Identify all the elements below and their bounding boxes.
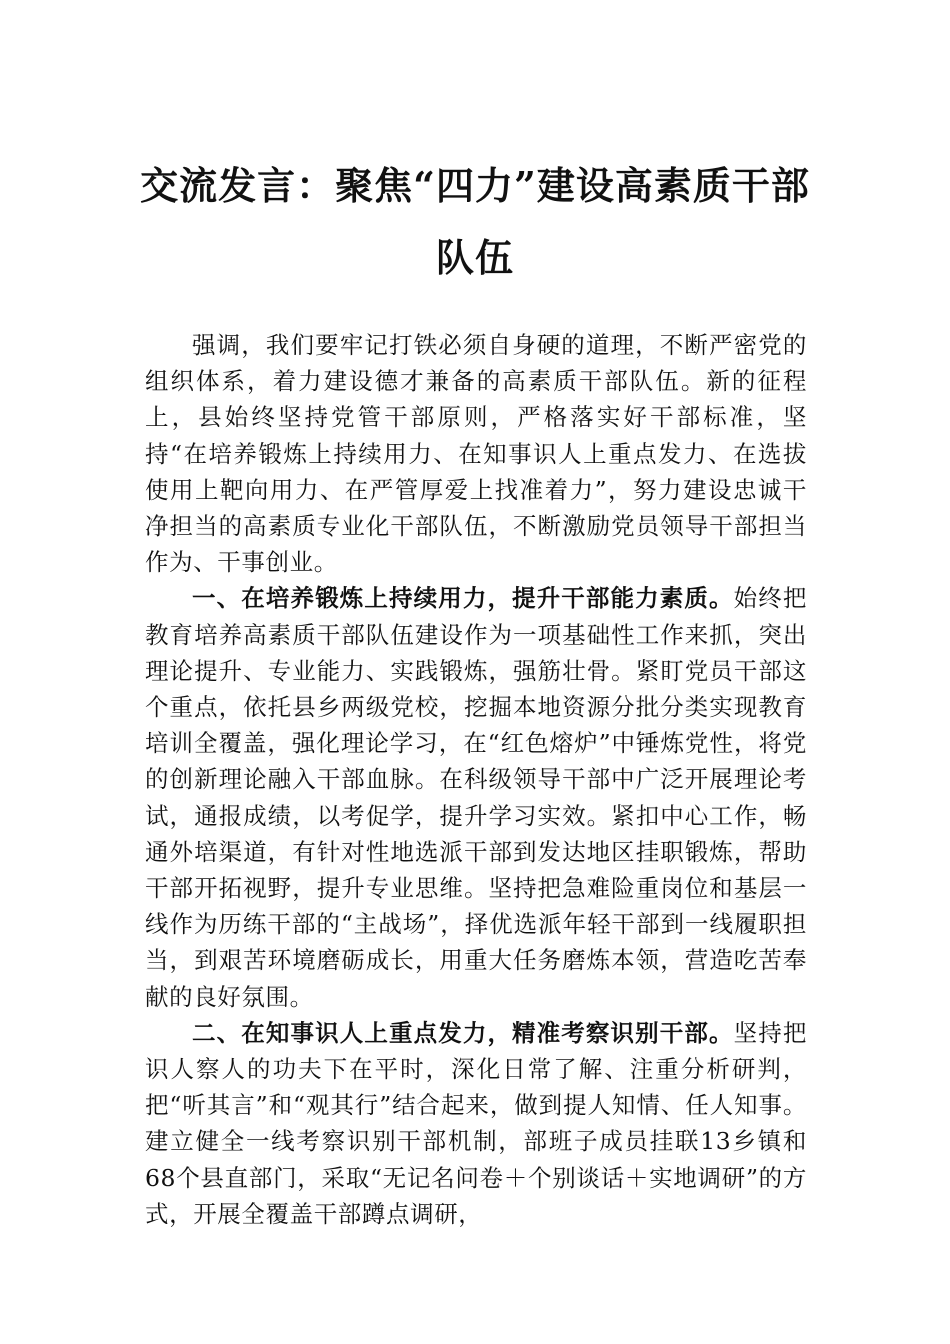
- paragraph-text: 坚持把识人察人的功夫下在平时，深化日常了解、注重分析研判，把“听其言”和“观其行”结合起来，做到提人知情、任人知事。建立健全一线考察识别干部机制，部班子成员挂联13乡镇和68个县直部门，采取“无记名问卷＋个别谈话＋实地调研”的方式，开展全覆盖干部蹲点调研，: [145, 1018, 807, 1228]
- paragraph-section-2: [145, 1015, 807, 1232]
- section-heading: 二、在知事识人上重点发力，精准考察识别干部。: [192, 1018, 734, 1047]
- document-title: [120, 150, 830, 294]
- title-line-2: 队伍: [435, 235, 514, 280]
- document-body: [145, 327, 807, 1232]
- paragraph-text: 强调，我们要牢记打铁必须自身硬的道理，不断严密党的组织体系，着力建设德才兼备的高素质干部队伍。新的征程上，县始终坚持党管干部原则，严格落实好干部标准，坚持“在培养锻炼上持续用力、在知事识人上重点发力、在选拔使用上靶向用力、在严管厚爱上找准着力”，努力建设忠诚干净担当的高素质专业化干部队伍，不断激励党员领导干部担当作为、干事创业。: [145, 331, 807, 577]
- section-heading: 一、在培养锻炼上持续用力，提升干部能力素质。: [192, 584, 734, 613]
- title-line-1: 交流发言：聚焦“四力”建设高素质干部: [140, 163, 810, 208]
- paragraph-intro: [145, 327, 807, 580]
- paragraph-text: 始终把教育培养高素质干部队伍建设作为一项基础性工作来抓，突出理论提升、专业能力、实践锻炼，强筋壮骨。紧盯党员干部这个重点，依托县乡两级党校，挖掘本地资源分批分类实现教育培训全覆盖，强化理论学习，在“红色熔炉”中锤炼党性，将党的创新理论融入干部血脉。在科级领导干部中广泛开展理论考试，通报成绩，以考促学，提升学习实效。紧扣中心工作，畅通外培渠道，有针对性地选派干部到发达地区挂职锻炼，帮助干部开拓视野，提升专业思维。坚持把急难险重岗位和基层一线作为历练干部的“主战场”，择优选派年轻干部到一线履职担当，到艰苦环境磨砺成长，用重大任务磨炼本领，营造吃苦奉献的良好氛围。: [145, 584, 807, 1011]
- paragraph-section-1: [145, 580, 807, 1014]
